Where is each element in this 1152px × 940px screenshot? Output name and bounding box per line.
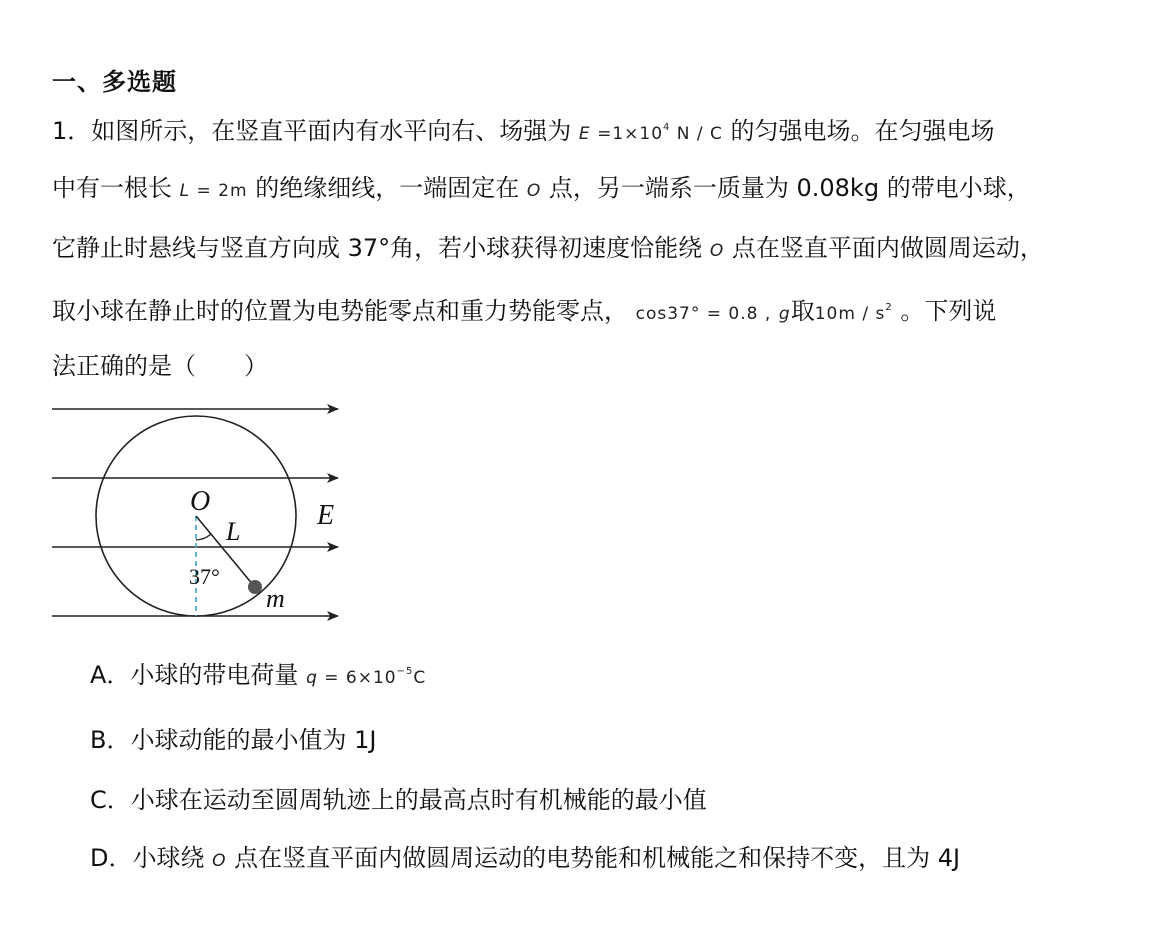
cos-formula: cos37° = 0.8 ,: [635, 304, 772, 324]
physics-diagram: [50, 398, 350, 630]
question-text: 点，另一端系一质量为 0.08kg 的带电小球，: [541, 174, 1031, 202]
option-a[interactable]: A．小球的带电荷量 $q = 6\times 10^{-5}C$: [90, 661, 427, 689]
option-b[interactable]: B．小球动能的最小值为 1J: [90, 726, 377, 754]
question-line-4: [52, 292, 996, 330]
question-line-2: [52, 172, 1031, 207]
question-line-5: 法正确的是（ ）: [52, 352, 268, 380]
angle-arc: [196, 534, 211, 540]
question-text: 取: [790, 297, 815, 325]
question-text: 中有一根长: [52, 174, 172, 202]
question-text: 的匀强电场。在匀强电场: [722, 117, 995, 145]
question-line-1: [52, 112, 995, 150]
point-o: O: [526, 181, 542, 201]
label-e: E: [317, 500, 335, 531]
question-text: 取小球在静止时的位置为电势能零点和重力势能零点，: [52, 297, 628, 325]
charged-ball: [248, 580, 262, 594]
question-text: 点在竖直平面内做圆周运动，: [724, 234, 1044, 262]
question-text: 。下列说: [892, 297, 997, 325]
label-o: O: [190, 486, 211, 517]
question-line-3: [52, 232, 1044, 267]
question-text: 如图所示，在竖直平面内有水平向右、场强为: [91, 117, 572, 145]
label-angle: 37°: [189, 564, 220, 589]
option-c[interactable]: C．小球在运动至圆周轨迹上的最高点时有机械能的最小值: [90, 786, 707, 814]
field-strength-formula: $E =1\times 10^4$ N / C: [578, 122, 723, 144]
label-l: L: [226, 517, 241, 546]
label-m: m: [266, 584, 285, 613]
point-o: O: [709, 241, 725, 261]
question-text: 的绝缘细线，一端固定在: [247, 174, 520, 202]
point-o: O: [212, 851, 227, 871]
question-text: 它静止时悬线与竖直方向成 37°角，若小球获得初速度恰能绕: [52, 234, 703, 262]
option-d[interactable]: D．小球绕 O 点在竖直平面内做圆周运动的电势能和机械能之和保持不变，且为 4J: [90, 844, 961, 872]
charge-formula: $q = 6\times 10^{-5}C$: [306, 666, 427, 688]
question-number: 1．: [52, 117, 92, 145]
g-value: $10m / s^2$: [814, 302, 893, 324]
length-formula: L = 2m: [179, 181, 248, 201]
g-symbol: g: [778, 304, 791, 324]
section-title: 一、多选题: [52, 68, 177, 96]
